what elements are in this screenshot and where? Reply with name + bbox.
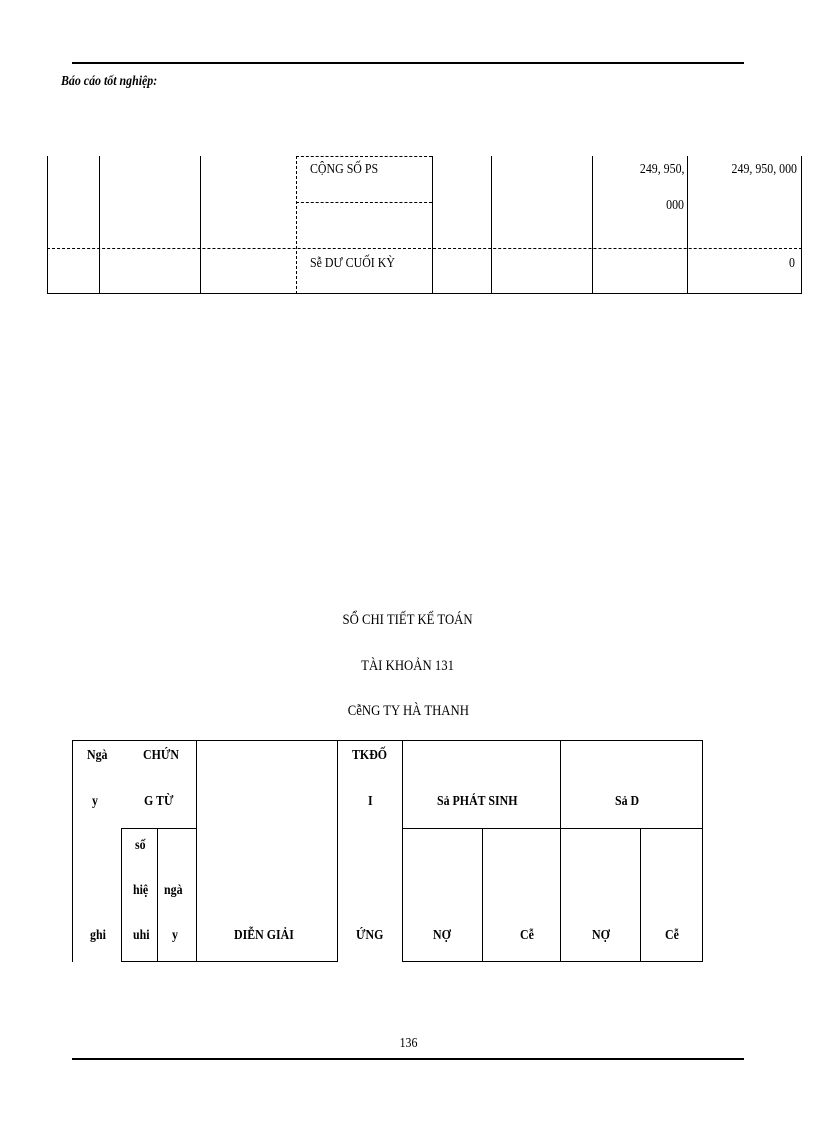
ledger-table-border	[560, 740, 561, 962]
top-table-border	[432, 156, 433, 294]
top-table-row-separator	[47, 248, 802, 249]
ledger-table-border	[402, 828, 702, 829]
account-heading	[0, 658, 816, 675]
total-debit-line1: 249, 950,	[639, 162, 684, 177]
top-table-border	[801, 156, 802, 294]
ledger-table-border	[702, 740, 703, 962]
col-debit-arising: NỢ	[433, 928, 451, 943]
top-table-border	[47, 156, 48, 294]
col-date-top2: y	[92, 794, 98, 809]
col-day-2: y	[172, 928, 178, 943]
ledger-table-border	[72, 740, 702, 741]
ledger-table-border	[402, 961, 702, 962]
top-table-border	[491, 156, 492, 294]
total-credit-value	[687, 162, 797, 178]
top-table-border	[296, 202, 432, 203]
total-credit-text: 249, 950, 000	[731, 162, 797, 177]
col-credit-balance: Cễ	[665, 928, 679, 943]
col-credit-arising: Cễ	[520, 928, 534, 943]
ledger-table-border	[640, 828, 641, 962]
account-heading-text: TÀI KHOẢN 131	[361, 658, 455, 674]
ending-balance-value	[687, 256, 795, 272]
top-table-border	[200, 156, 201, 294]
header-rule	[72, 62, 744, 64]
page-number	[0, 1036, 816, 1052]
top-table-border	[296, 156, 432, 157]
company-heading	[0, 703, 816, 720]
col-number-1: số	[135, 838, 146, 853]
page-number-text: 136	[399, 1036, 417, 1051]
ledger-table-border	[402, 740, 403, 962]
col-arising: Sả PHÁT SINH	[437, 794, 518, 809]
col-date-top1: Ngà	[87, 748, 108, 763]
col-voucher-top1: CHỨN	[143, 748, 179, 763]
ledger-table-border	[196, 740, 197, 962]
ledger-heading	[0, 612, 816, 629]
top-table-border	[99, 156, 100, 294]
ledger-table-border	[157, 828, 158, 962]
ledger-table-border	[121, 828, 196, 829]
ledger-table-border	[72, 740, 73, 962]
ledger-table-border	[121, 961, 337, 962]
col-account-3: ỨNG	[356, 928, 384, 943]
footer-rule	[72, 1058, 744, 1060]
col-account-2: I	[368, 794, 373, 809]
total-arising-label: CỘNG SỐ PS	[310, 162, 379, 177]
ending-balance-label: Sễ DƯ CUỐI KỲ	[310, 256, 395, 271]
ending-balance-text: 0	[789, 256, 795, 271]
company-heading-text: CễNG TY HÀ THANH	[347, 703, 469, 719]
ledger-table-border	[482, 828, 483, 962]
col-day-1: ngà	[164, 883, 183, 898]
col-balance: Sả D	[615, 794, 640, 809]
ledger-table-border	[121, 828, 122, 962]
top-table-border	[296, 156, 297, 294]
ledger-table-border	[337, 740, 338, 962]
ledger-heading-text: SỔ CHI TIẾT KẾ TOÁN	[342, 612, 474, 628]
report-title: Báo cáo tốt nghiệp:	[61, 74, 158, 89]
col-number-3: uhi	[133, 928, 150, 943]
total-debit-line2: 000	[666, 198, 684, 213]
col-description: DIỄN GIẢI	[234, 928, 294, 943]
col-date-bottom: ghi	[90, 928, 106, 943]
col-voucher-top2: G TỪ	[144, 794, 174, 809]
col-account-1: TKĐỐ	[352, 748, 388, 763]
col-debit-balance: NỢ	[592, 928, 610, 943]
total-debit-value	[592, 162, 684, 214]
col-number-2: hiệ	[133, 883, 149, 898]
top-table-border	[47, 293, 802, 294]
